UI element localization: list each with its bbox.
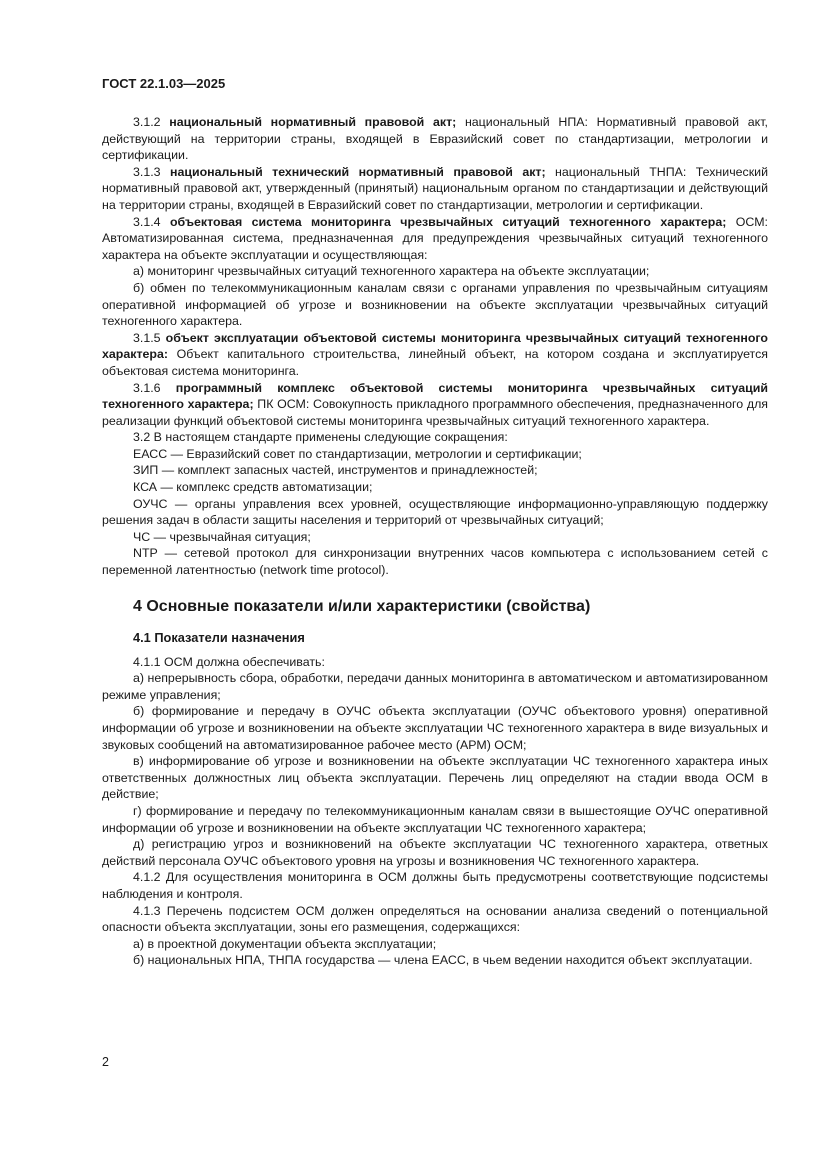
abbrev-item: NTP — сетевой протокол для синхронизации внутренних часов компьютера с использованием сетей с переменной латентностью (network time protocol). — [102, 546, 768, 578]
list-item: б) национальных НПА, ТНПА государства — члена ЕАСС, в чьем ведении находится объект эксплуатации. — [133, 953, 753, 968]
term-3-1-3: 3.1.3 национальный технический нормативный правовой акт; национальный ТНПА: Технический нормативный правовой акт, утвержденный (принятый) национальным органом по стандартизации и действующий на территории страны, входящей в Евразийский совет по стандартизации, метрологии и сертификации. — [102, 164, 768, 212]
list-item: а) мониторинг чрезвычайных ситуаций техногенного характера на объекте эксплуатации; — [133, 264, 650, 279]
term-name: национальный технический нормативный правовой акт; — [169, 164, 546, 179]
abbrev-item: ОУЧС — органы управления всех уровней, осуществляющие информационно-управляющую поддержку решения задач в области защиты населения и территорий от чрезвычайных ситуаций; — [102, 496, 768, 528]
list-item: г) формирование и передачу по телекоммуникационным каналам связи в вышестоящие ОУЧС оперативной информации об угрозе и возникновении на объекте эксплуатации ЧС техногенного характера; — [102, 803, 768, 835]
list-item: а) в проектной документации объекта эксплуатации; — [133, 936, 437, 951]
abbrev-item: ЗИП — комплект запасных частей, инструментов и принадлежностей; — [133, 463, 538, 478]
abbrev-intro: 3.2 В настоящем стандарте применены следующие сокращения: — [133, 430, 508, 445]
term-name: объект эксплуатации объектовой системы мониторинга чрезвычайных ситуаций техногенного характера: — [102, 330, 768, 362]
clause-4-1-1: 4.1.1 ОСМ должна обеспечивать: — [133, 654, 325, 669]
page-number: 2 — [102, 1055, 109, 1069]
list-item: д) регистрацию угроз и возникновений на объекте эксплуатации ЧС техногенного характера, ответных действий персонала ОУЧС объектового уровня на угрозы и возникновения ЧС техногенного характера. — [102, 837, 768, 868]
term-3-1-6: 3.1.6 программный комплекс объектовой системы мониторинга чрезвычайных ситуаций техногенного характера; ПК ОСМ: Совокупность прикладного программного обеспечения, предназначенного для реализации функций объектовой системы мониторинга чрезвычайных ситуаций техногенного характера. — [102, 380, 769, 428]
abbrev-item: ЧС — чрезвычайная ситуация; — [133, 529, 311, 544]
clause-4-1-2: 4.1.2 Для осуществления мониторинга в ОСМ должны быть предусмотрены соответствующие подсистемы наблюдения и контроля. — [102, 870, 768, 901]
term-name: объектовая система мониторинга чрезвычайных ситуаций техногенного характера; — [169, 214, 727, 229]
list-item: а) непрерывность сбора, обработки, передачи данных мониторинга в автоматическом и автоматизированном режиме управления; — [102, 671, 768, 702]
document-header: ГОСТ 22.1.03—2025 — [102, 76, 226, 91]
abbrev-item: ЕАСС — Евразийский совет по стандартизации, метрологии и сертификации; — [133, 446, 582, 461]
list-item: б) формирование и передачу в ОУЧС объекта эксплуатации (ОУЧС объектового уровня) оперативной информации об угрозе и возникновении на объекте эксплуатации ЧС техногенного характера в виде визуальных и звуковых сообщений на автоматизированное рабочее место (АРМ) ОСМ; — [102, 704, 768, 752]
clause-4-1-3: 4.1.3 Перечень подсистем ОСМ должен определяться на основании анализа сведений о потенциальной опасности объекта эксплуатации, зоны его размещения, содержащихся: — [102, 903, 768, 935]
list-item: в) информирование об угрозе и возникновении на объекте эксплуатации ЧС техногенного характера иных ответственных должностных лиц объекта эксплуатации. Перечень лиц определяют на стадии ввода ОСМ в действие; — [102, 754, 768, 802]
term-3-1-2: 3.1.2 национальный нормативный правовой акт; национальный НПА: Нормативный правовой акт, действующий на территории страны, входящей в Евразийский совет по стандартизации, метрологии и сертификации. — [102, 115, 768, 163]
section-heading: 4 Основные показатели и/или характеристики (свойства) — [133, 597, 591, 615]
list-item: б) обмен по телекоммуникационным каналам связи с органами управления по чрезвычайным ситуациям оперативной информацией об угрозе и возникновении на объекте эксплуатации чрезвычайных ситуаций техногенного характера. — [102, 280, 768, 329]
subsection-heading: 4.1 Показатели назначения — [133, 629, 305, 645]
document-body — [102, 114, 768, 969]
term-3-1-5: 3.1.5 объект эксплуатации объектовой системы мониторинга чрезвычайных ситуаций техногенного характера: Объект капитального строительства, линейный объект, на котором создана и эксплуатируется объектовая система мониторинга. — [102, 330, 768, 378]
term-name: национальный нормативный правовой акт; — [169, 115, 457, 129]
term-name: программный комплекс объектовой системы мониторинга чрезвычайных ситуаций техногенного характера; — [102, 380, 768, 412]
term-3-1-4: 3.1.4 объектовая система мониторинга чрезвычайных ситуаций техногенного характера; ОСМ: Автоматизированная система, предназначенная для предупреждения чрезвычайных ситуаций техногенного характера на объекте эксплуатации и осуществляющая: — [102, 214, 768, 262]
abbrev-item: КСА — комплекс средств автоматизации; — [133, 480, 373, 495]
